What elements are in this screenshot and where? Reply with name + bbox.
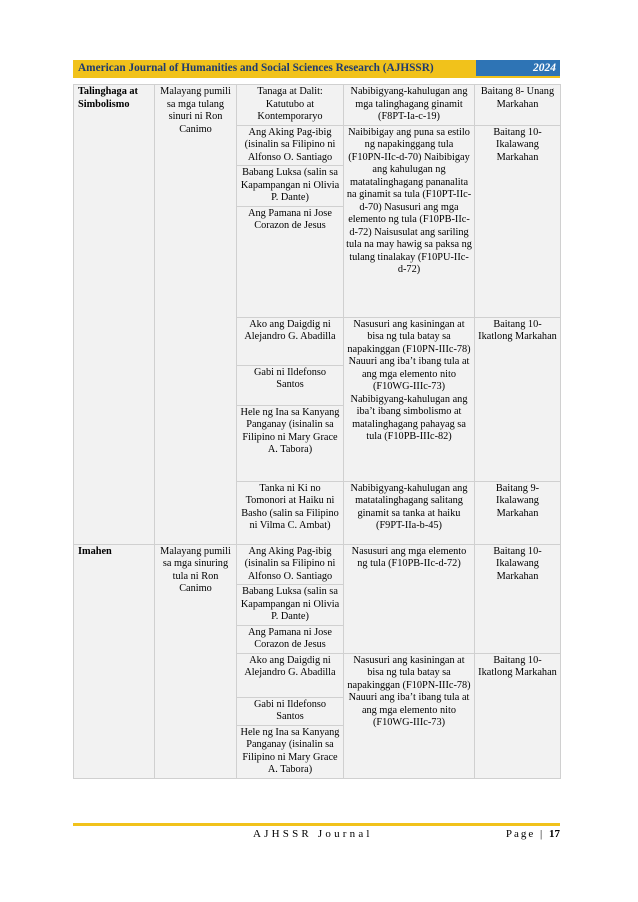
literature-cell: Babang Luksa (salin sa Kapampangan ni Olivia P. Dante) bbox=[237, 166, 344, 207]
literature-cell: Hele ng Ina sa Kanyang Panganay (isinalin sa Filipino ni Mary Grace A. Tabora) bbox=[237, 725, 344, 778]
literature-cell: Hele ng Ina sa Kanyang Panganay (isinalin sa Filipino ni Mary Grace A. Tabora) bbox=[237, 405, 344, 481]
competency-cell: Nasusuri ang mga elemento ng tula (F10PB-IIc-d-72) bbox=[344, 544, 475, 653]
source-cell: Malayang pumili sa mga sinuring tula ni Ron Canimo bbox=[155, 544, 237, 778]
grade-cell: Baitang 10- Ikatlong Markahan bbox=[475, 653, 561, 778]
literature-cell: Gabi ni Ildefonso Santos bbox=[237, 365, 344, 405]
grade-cell: Baitang 10- Ikalawang Markahan bbox=[475, 125, 561, 317]
grade-cell: Baitang 10- Ikatlong Markahan bbox=[475, 317, 561, 481]
footer-divider bbox=[73, 823, 560, 826]
literature-cell: Tanka ni Ki no Tomonori at Haiku ni Basho (salin sa Filipino ni Vilma C. Ambat) bbox=[237, 481, 344, 544]
grade-cell: Baitang 8- Unang Markahan bbox=[475, 85, 561, 126]
literature-cell: Ang Pamana ni Jose Corazon de Jesus bbox=[237, 206, 344, 317]
competency-cell: Nasusuri ang kasiningan at bisa ng tula batay sa napakinggan (F10PN-IIIc-78) Nauuri ang iba’t ibang tula at ang mga elemento nito (F10WG-IIIc-73) Nabibigyang-kahulugan ang iba’t ibang simbolismo at matalinghagang pahayag sa tula (F10PB-IIIc-82) bbox=[344, 317, 475, 481]
competency-table bbox=[73, 84, 561, 779]
literature-cell: Ang Pamana ni Jose Corazon de Jesus bbox=[237, 625, 344, 653]
footer-journal: AJHSSR Journal bbox=[253, 828, 373, 840]
literature-cell: Ako ang Daigdig ni Alejandro G. Abadilla bbox=[237, 653, 344, 697]
literature-cell: Tanaga at Dalit: Katutubo at Kontemporaryo bbox=[237, 85, 344, 126]
literature-cell: Ang Aking Pag-ibig (isinalin sa Filipino ni Alfonso O. Santiago bbox=[237, 544, 344, 585]
table-row bbox=[74, 544, 561, 585]
table-row bbox=[74, 85, 561, 126]
page-footer bbox=[73, 828, 560, 844]
grade-cell: Baitang 9- Ikalawang Markahan bbox=[475, 481, 561, 544]
footer-page bbox=[506, 828, 560, 840]
literature-cell: Ako ang Daigdig ni Alejandro G. Abadilla bbox=[237, 317, 344, 365]
grade-cell: Baitang 10- Ikalawang Markahan bbox=[475, 544, 561, 653]
competency-cell: Nasusuri ang kasiningan at bisa ng tula batay sa napakinggan (F10PN-IIIc-78) Nauuri ang iba’t ibang tula at ang mga elemento nito (F10WG-IIIc-73) bbox=[344, 653, 475, 778]
literature-cell: Gabi ni Ildefonso Santos bbox=[237, 697, 344, 725]
competency-cell: Nabibigyang-kahulugan ang matatalinghagang salitang ginamit sa tanka at haiku (F9PT-IIa-b-45) bbox=[344, 481, 475, 544]
category-cell: Imahen bbox=[74, 544, 155, 778]
category-cell: Talinghaga at Simbolismo bbox=[74, 85, 155, 545]
competency-cell: Nabibigyang-kahulugan ang mga talinghagang ginamit (F8PT-Ia-c-19) bbox=[344, 85, 475, 126]
journal-header bbox=[73, 60, 560, 78]
journal-title: American Journal of Humanities and Social Sciences Research (AJHSSR) bbox=[73, 60, 476, 76]
footer-page-label: Page | bbox=[505, 828, 545, 840]
literature-cell: Ang Aking Pag-ibig (isinalin sa Filipino ni Alfonso O. Santiago bbox=[237, 125, 344, 166]
competency-cell: Naibibigay ang puna sa estilo ng napakinggang tula (F10PN-IIc-d-70) Naibibigay ang kahulugan ng matatalinghagang pananalita na ginamit sa tula (F10PT-IIc-d-70) Nasusuri ang mga elemento ng tula (F10PB-IIc-d-72) Naisusulat ang sariling tula na may hawig sa paksa ng tulang tinalakay (F10PU-IIc-d-72) bbox=[344, 125, 475, 317]
journal-year: 2024 bbox=[476, 60, 560, 76]
page-number: 17 bbox=[549, 828, 560, 840]
source-cell: Malayang pumili sa mga tulang sinuri ni Ron Canimo bbox=[155, 85, 237, 545]
literature-cell: Babang Luksa (salin sa Kapampangan ni Olivia P. Dante) bbox=[237, 585, 344, 626]
